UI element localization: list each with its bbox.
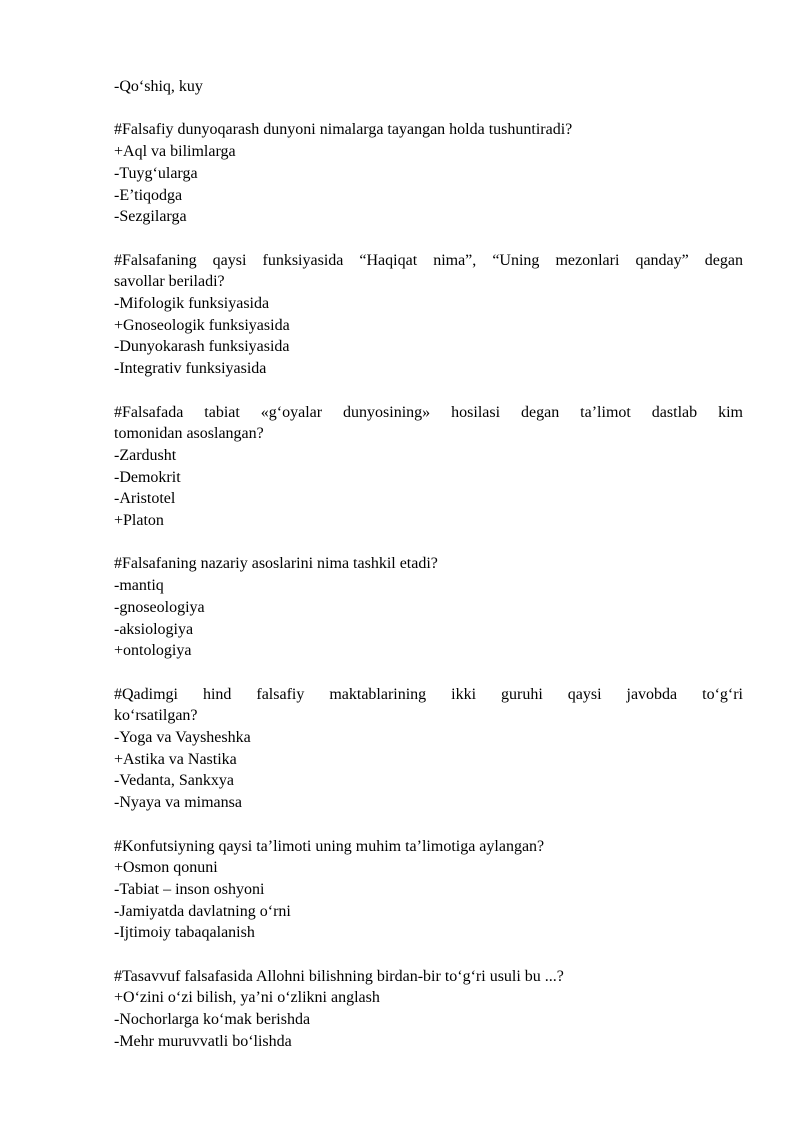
question-block — [114, 684, 743, 814]
spacer — [114, 380, 743, 402]
question-text-line1: #Falsafaning qaysi funksiyasida “Haqiqat nima”, “Uning mezonlari qanday” degan — [114, 251, 743, 269]
question-block — [114, 250, 743, 380]
answer-option: -Tabiat – inson oshyoni — [114, 880, 265, 898]
answer-option: +Aql va bilimlarga — [114, 143, 236, 161]
answer-option: -Nyaya va mimansa — [114, 794, 242, 812]
answer-option: -Integrativ funksiyasida — [114, 360, 267, 378]
document-page — [114, 76, 743, 1053]
question-block — [114, 119, 743, 228]
question-text-line2: tomonidan asoslangan? — [114, 425, 264, 443]
spacer — [114, 98, 743, 120]
answer-option: -aksiologiya — [114, 620, 194, 638]
answer-option: -Vedanta, Sankxya — [114, 772, 234, 790]
question-text: #Tasavvuf falsafasida Allohni bilishning birdan-bir to‘g‘ri usuli bu ...? — [114, 967, 564, 985]
answer-option: +ontologiya — [114, 642, 192, 660]
answer-option: +O‘zini o‘zi bilish, ya’ni o‘zlikni anglash — [114, 989, 380, 1007]
answer-option: -Aristotel — [114, 490, 176, 508]
answer-option: +Platon — [114, 512, 164, 530]
question-text: #Falsafaning nazariy asoslarini nima tashkil etadi? — [114, 555, 438, 573]
question-text: #Konfutsiyning qaysi ta’limoti uning muhim ta’limotiga aylangan? — [114, 837, 545, 855]
question-block — [114, 836, 743, 945]
answer-option: -Sezgilarga — [114, 208, 187, 226]
answer-option: -Qo‘shiq, kuy — [114, 78, 203, 95]
spacer — [114, 662, 743, 684]
question-block — [114, 966, 743, 1053]
answer-option: -Demokrit — [114, 468, 181, 486]
answer-option: -gnoseologiya — [114, 598, 205, 616]
spacer — [114, 944, 743, 966]
answer-option: +Osmon qonuni — [114, 859, 218, 877]
answer-option: +Astika va Nastika — [114, 750, 237, 768]
answer-option: -Tuyg‘ularga — [114, 164, 198, 182]
answer-option: -Yoga va Vaysheshka — [114, 729, 251, 747]
spacer — [114, 228, 743, 250]
answer-option: -E’tiqodga — [114, 186, 183, 204]
answer-option: -Ijtimoiy tabaqalanish — [114, 924, 255, 942]
question-text: #Falsafiy dunyoqarash dunyoni nimalarga tayangan holda tushuntiradi? — [114, 121, 573, 139]
question-text-line2: savollar beriladi? — [114, 273, 225, 291]
spacer — [114, 814, 743, 836]
answer-option: -Dunyokarash funksiyasida — [114, 338, 290, 356]
answer-option: -Mehr muruvvatli bo‘lishda — [114, 1032, 292, 1050]
question-text-line1: #Qadimgi hind falsafiy maktablarining ikki guruhi qaysi javobda to‘g‘ri — [114, 685, 743, 703]
spacer — [114, 532, 743, 554]
question-block — [114, 402, 743, 532]
answer-option: -Jamiyatda davlatning o‘rni — [114, 902, 291, 920]
answer-option: +Gnoseologik funksiyasida — [114, 316, 290, 334]
answer-option: -Nochorlarga ko‘mak berishda — [114, 1011, 311, 1029]
question-text-line1: #Falsafada tabiat «g‘oyalar dunyosining» hosilasi degan ta’limot dastlab kim — [114, 403, 743, 421]
answer-option: -Zardusht — [114, 446, 177, 464]
answer-option: -Mifologik funksiyasida — [114, 295, 270, 312]
answer-option: -mantiq — [114, 577, 164, 595]
question-block — [114, 553, 743, 662]
question-text-line2: ko‘rsatilgan? — [114, 707, 198, 725]
